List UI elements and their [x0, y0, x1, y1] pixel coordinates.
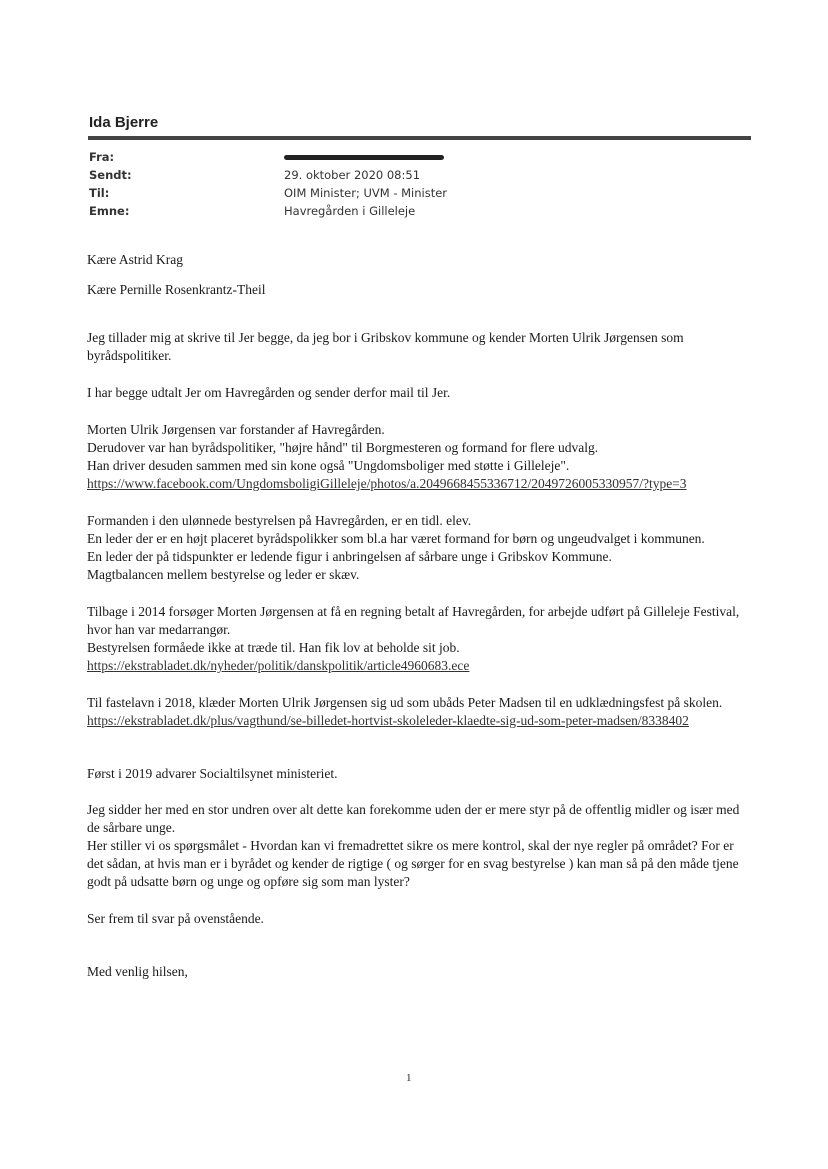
p3-line-3: Han driver desuden sammen med sin kone også "Ungdomsboliger med støtte i Gilleleje". [87, 458, 570, 473]
to-label: Til: [89, 186, 110, 200]
paragraph-1: Jeg tillader mig at skrive til Jer begge, da jeg bor i Gribskov kommune og kender Morten Ulrik Jørgensen som byrådspolitiker. [87, 330, 684, 363]
paragraph-5 [87, 603, 752, 675]
sent-label: Sendt: [89, 168, 132, 182]
p4-line-2: En leder der er en højt placeret byrådspolikker som bl.a har været formand for børn og ungeudvalget i kommunen. [87, 531, 705, 546]
p5-line-1: Tilbage i 2014 forsøger Morten Jørgensen at få en regning betalt af Havregården, for arbejde udført på Gilleleje Festival, hvor han var medarrangør. [87, 604, 740, 637]
p5-line-2: Bestyrelsen formåede ikke at træde til. Han fik lov at beholde sit job. [87, 640, 460, 655]
subject-label: Emne: [89, 204, 130, 218]
to-value: OIM Minister; UVM - Minister [284, 186, 448, 200]
header-divider [88, 136, 751, 140]
greeting-2: Kære Pernille Rosenkrantz-Theil [87, 282, 266, 297]
header-subject-row [89, 204, 589, 222]
greeting-1: Kære Astrid Krag [87, 252, 183, 267]
paragraph-2: I har begge udtalt Jer om Havregården og sender derfor mail til Jer. [87, 385, 451, 400]
paragraph-6 [87, 694, 752, 730]
paragraph-4 [87, 512, 752, 584]
email-header [89, 150, 589, 222]
subject-value: Havregården i Gilleleje [284, 204, 416, 218]
sent-value: 29. oktober 2020 08:51 [284, 168, 421, 182]
header-to-row [89, 186, 589, 204]
header-from-row [89, 150, 589, 168]
p4-line-1: Formanden i den ulønnede bestyrelsen på Havregården, er en tidl. elev. [87, 513, 472, 528]
p3-line-2: Derudover var han byrådspolitiker, "højre hånd" til Borgmesteren og formand for flere udvalg. [87, 440, 599, 455]
header-sent-row [89, 168, 589, 186]
redaction-bar [284, 155, 444, 160]
closing: Med venlig hilsen, [87, 964, 188, 979]
from-label: Fra: [89, 150, 115, 164]
sender-name: Ida Bjerre [89, 114, 159, 131]
p8-line-1: Jeg sidder her med en stor undren over alt dette kan forekomme uden der er mere styr på de offentlig midler og især med de sårbare unge. [87, 802, 740, 835]
p4-line-3: En leder der på tidspunkter er ledende figur i anbringelsen af sårbare unge i Gribskov Kommune. [87, 549, 612, 564]
p6-line-1: Til fastelavn i 2018, klæder Morten Ulrik Jørgensen sig ud som ubåds Peter Madsen til en udklædningsfest på skolen. [87, 695, 723, 710]
paragraph-7: Først i 2019 advarer Socialtilsynet ministeriet. [87, 766, 338, 781]
facebook-link[interactable]: https://www.facebook.com/UngdomsboligiGilleleje/photos/a.2049668455336712/2049726005330957/?type=3 [87, 476, 687, 491]
paragraph-9: Ser frem til svar på ovenstående. [87, 911, 264, 926]
email-body [87, 251, 752, 981]
paragraph-3 [87, 421, 752, 493]
page-number: 1 [406, 1072, 412, 1084]
ekstrabladet-link-2[interactable]: https://ekstrabladet.dk/plus/vagthund/se-billedet-hortvist-skoleleder-klaedte-sig-ud-som-peter-madsen/8338402 [87, 713, 689, 728]
paragraph-8 [87, 801, 752, 891]
p4-line-4: Magtbalancen mellem bestyrelse og leder er skæv. [87, 567, 360, 582]
p8-line-2: Her stiller vi os spørgsmålet - Hvordan kan vi fremadrettet sikre os mere kontrol, skal der nye regler på området? For er det sådan, at hvis man er i byrådet og kender de rigtige ( og sørger for en svag bestyrelse ) kan man så på den måde tjene godt på udsatte børn og unge og opføre sig som man lyster? [87, 838, 739, 889]
ekstrabladet-link-1[interactable]: https://ekstrabladet.dk/nyheder/politik/danskpolitik/article4960683.ece [87, 658, 470, 673]
p3-line-1: Morten Ulrik Jørgensen var forstander af Havregården. [87, 422, 385, 437]
